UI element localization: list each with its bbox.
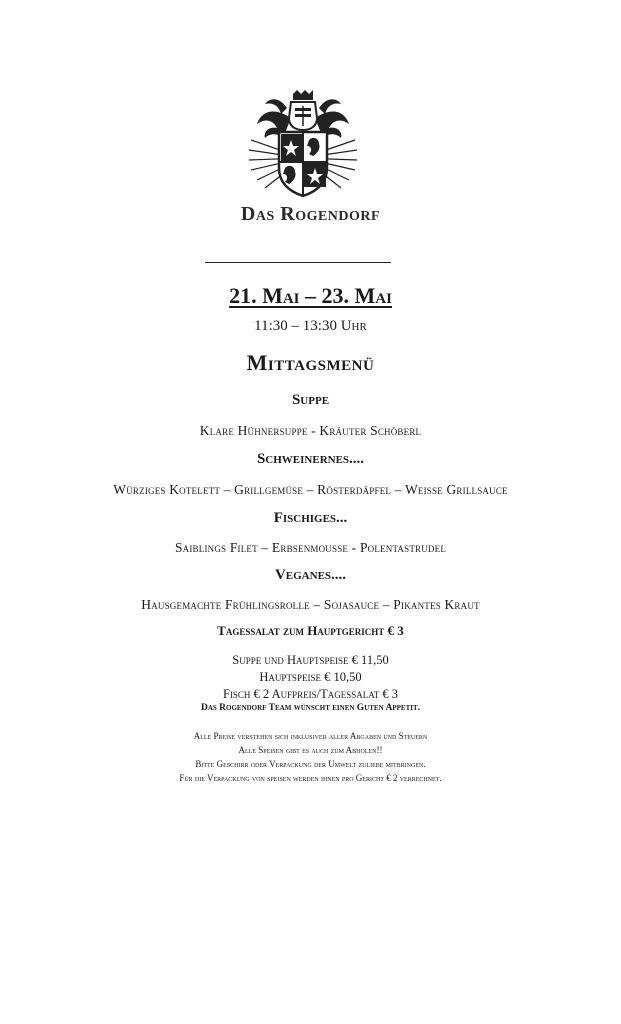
coat-of-arms-icon [243,88,363,200]
dish-fish: Saiblings Filet – Erbsenmousse - Polentastrudel [174,540,447,555]
category-fish: Fischiges... [273,510,348,526]
salad-note: Tagessalat zum Hauptgericht € 3 [217,623,404,638]
footnote: Alle Preise verstehen sich inklusiver aller Abgaben und Steuern [193,731,428,741]
price-line: Suppe und Hauptspeise € 11,50 [232,653,389,667]
closing-wish: Das Rogendorf Team wünscht einen Guten Appetit. [200,703,421,713]
dish-vegan: Hausgemachte Frühlingsrolle – Sojasauce – Pikantes Kraut [141,597,480,612]
category-pork: Schweinernes.... [256,451,365,467]
menu-title: Mittagsmenü [246,350,375,375]
category-soup: Suppe [291,392,330,408]
dish-pork: Würziges Kotelett – Grillgemüse – Rösterdäpfel – Weisse Grillsauce [113,482,508,497]
footnote: Alle Speisen gibt es auch zum Abholen!! [238,745,383,755]
footnote: Bitte Geschirr oder Verpackung der Umwelt zuliebe mitbringen. [195,759,426,769]
dish-soup: Klare Hühnersuppe - Kräuter Schöberl [199,423,422,438]
service-time: 11:30 – 13:30 Uhr [254,318,367,334]
footnote: Für die Verpackung von speisen werden ihnen pro Gericht € 2 verrechnet. [179,773,442,783]
date-range: 21. Mai – 23. Mai [229,283,392,308]
price-line: Hauptspeise € 10,50 [259,670,362,684]
brand-name: Das Rogendorf [240,203,381,225]
divider [205,262,391,263]
category-vegan: Veganes.... [274,567,347,583]
price-line: Fisch € 2 Aufpreis/Tagessalat € 3 [222,687,399,701]
